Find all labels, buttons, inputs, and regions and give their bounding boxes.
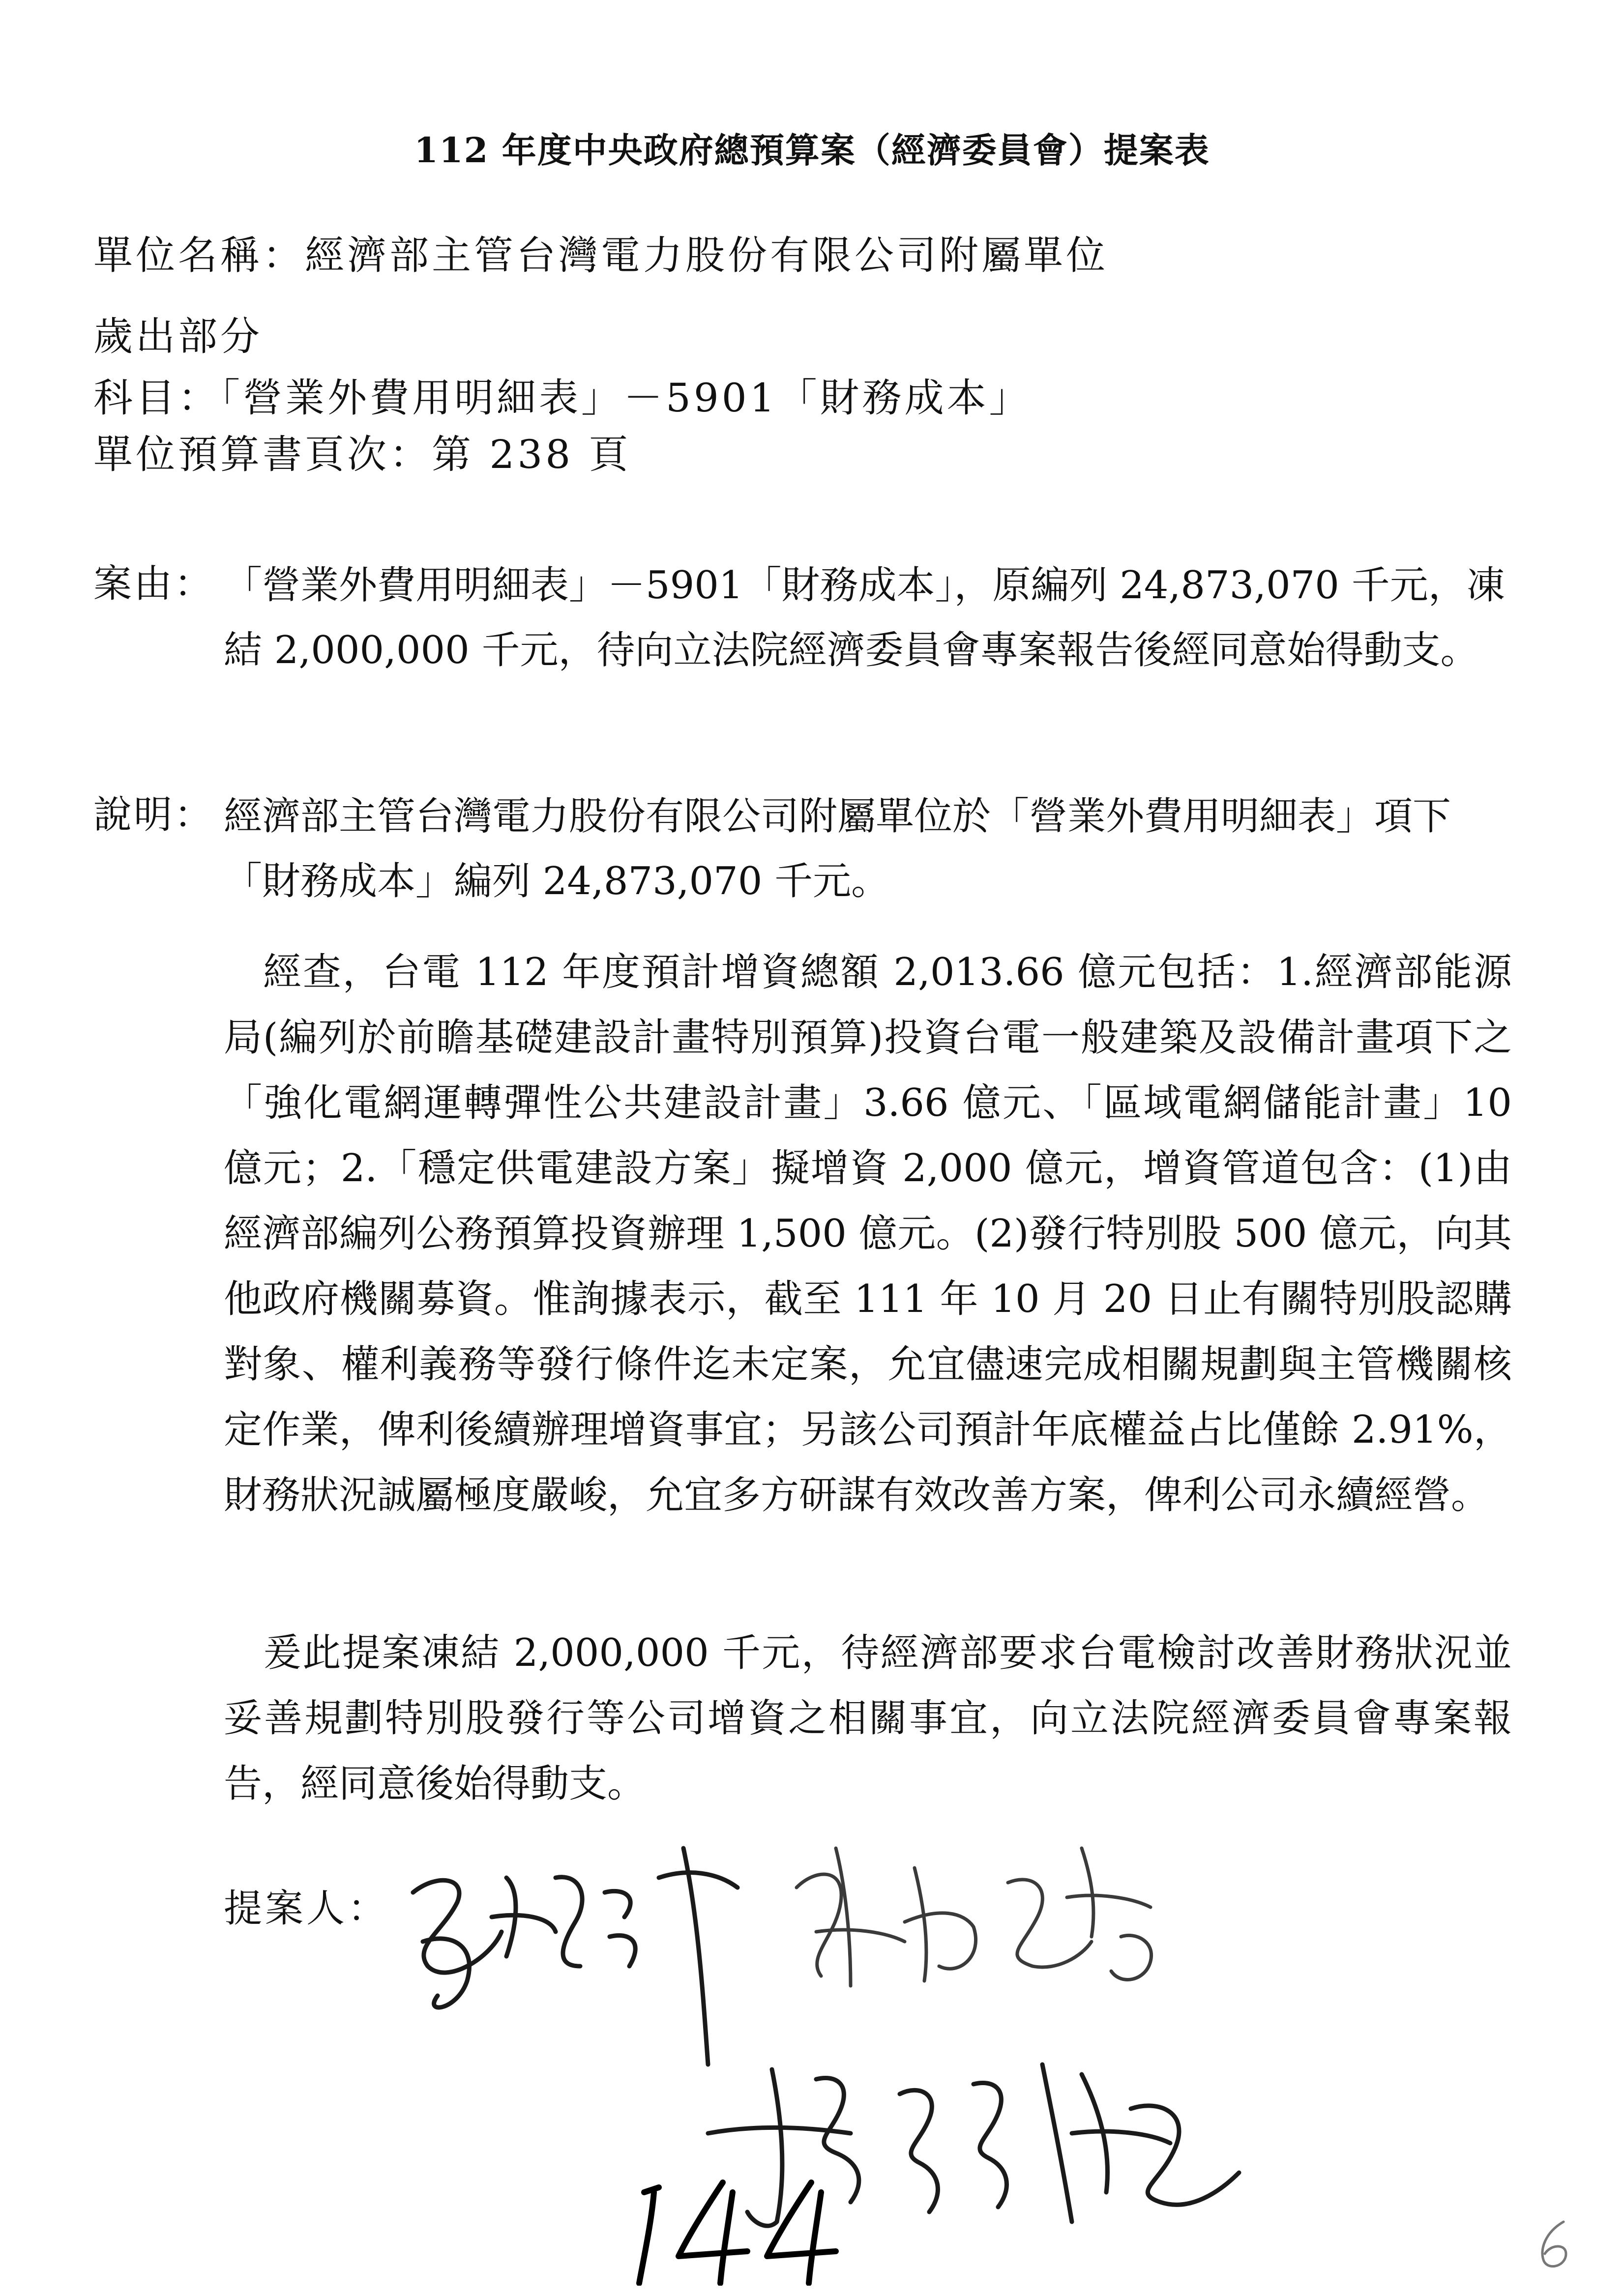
case-label: 案由：	[93, 562, 215, 606]
page-title: 112 年度中央政府總預算案（經濟委員會）提案表	[414, 130, 1210, 171]
corner-mark	[1529, 2217, 1578, 2273]
page-reference: 單位預算書頁次：第 238 頁	[93, 432, 631, 477]
handwritten-page-number	[624, 2173, 841, 2288]
subject-line: 科目：「營業外費用明細表」－5901「財務成本」	[93, 375, 1032, 421]
unit-name: 單位名稱：經濟部主管台灣電力股份有限公司附屬單位	[93, 233, 1108, 278]
section-label: 歲出部分	[93, 314, 263, 359]
explanation-label: 說明：	[93, 793, 215, 837]
explanation-paragraph-2: 爰此提案凍結 2,000,000 千元，待經濟部要求台電檢討改善財務狀況並妥善規劃特別股發行等公司增資之相關事宜，向立法院經濟委員會專案報告，經同意後始得動支。	[224, 1631, 1512, 1806]
signature-2	[777, 1809, 1200, 2015]
case-text: 「營業外費用明細表」－5901「財務成本」，原編列 24,873,070 千元，凍結 2,000,000 千元，待向立法院經濟委員會專案報告後經同意始得動支。	[224, 563, 1505, 672]
proposer-label: 提案人：	[224, 1887, 389, 1931]
explanation-text: 經濟部主管台灣電力股份有限公司附屬單位於「營業外費用明細表」項下「財務成本」編列 24,873,070 千元。	[224, 794, 1451, 903]
explanation-paragraph-1: 經查，台電 112 年度預計增資總額 2,013.66 億元包括：1.經濟部能源局(編列於前瞻基礎建設計畫特別預算)投資台電一般建築及設備計畫項下之「強化電網運轉彈性公共建設計畫」3.66 億元、「區域電網儲能計畫」10 億元；2.「穩定供電建設方案」擬增資 2,000 億元，增資管道包含：(1)由經濟部編列公務預算投資辦理 1,500 億元。(2)發行特別股 500 億元，向其他政府機關募資。惟詢據表示，截至 111 年 10 月 20 日止有關特別股認購對象、權利義務等發行條件迄未定案，允宜儘速完成相關規劃與主管機關核定作業，俾利後續辦理增資事宜；另該公司預計年底權益占比僅餘 2.91%，財務狀況誠屬極度嚴峻，允宜多方研謀有效改善方案，俾利公司永續經營。	[224, 950, 1512, 1517]
